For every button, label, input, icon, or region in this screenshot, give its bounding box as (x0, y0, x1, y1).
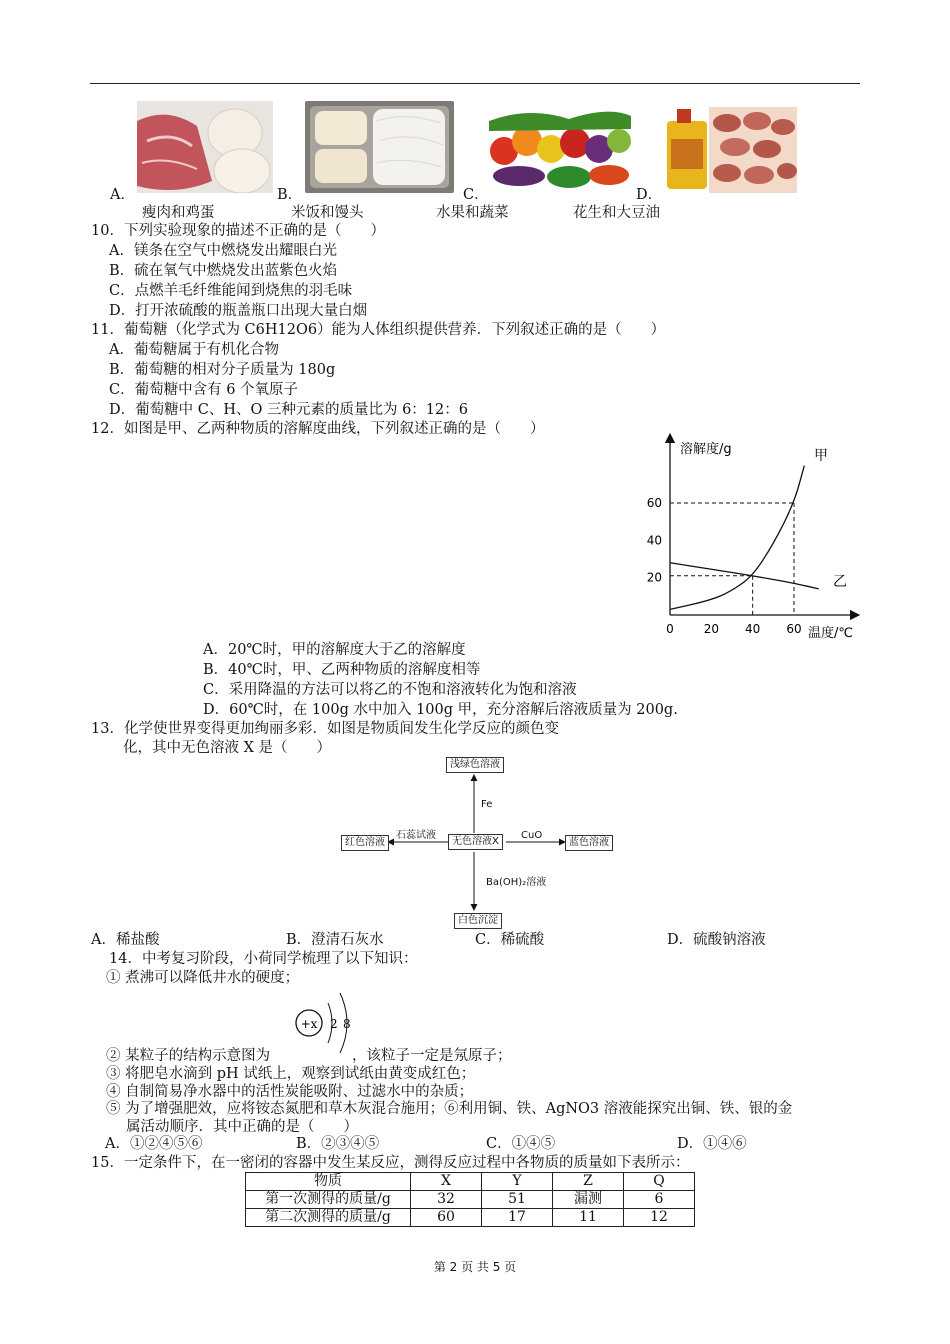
center-box-colorless-solution-x: 无色溶液X (448, 834, 503, 850)
q9-option-b-letter: B． (277, 187, 303, 203)
table-cell: 漏测 (553, 1191, 624, 1209)
table-header-row (246, 1173, 695, 1191)
series-label-jia: 甲 (814, 448, 828, 464)
q13-option-d: D．硫酸钠溶液 (667, 932, 766, 948)
q9-option-c-letter: C． (463, 187, 489, 203)
table-cell: 17 (482, 1209, 553, 1227)
y-tick-label: 60 (646, 496, 662, 510)
reagent-litmus: 石蕊试液 (396, 830, 436, 841)
q9-option-d-caption: 花生和大豆油 (573, 205, 660, 221)
table-header-cell: Z (553, 1173, 624, 1191)
header-rule (90, 83, 860, 84)
table-cell: 11 (553, 1209, 624, 1227)
reagent-fe: Fe (481, 799, 493, 810)
q9-option-b-caption: 米饭和馒头 (291, 205, 364, 221)
q9-option-a-caption: 瘦肉和鸡蛋 (142, 205, 215, 221)
solubility-chart (640, 430, 865, 645)
q14-option-d: D．①④⑥ (677, 1136, 747, 1152)
page-footer: 第 2 页 共 5 页 (433, 1260, 517, 1274)
atom-nucleus-label: +x (300, 1017, 318, 1031)
q10-option-c: C．点燃羊毛纤维能闻到烧焦的羽毛味 (109, 283, 353, 299)
q13-option-c: C．稀硫酸 (475, 932, 545, 948)
table-cell: 第一次测得的质量/g (246, 1191, 411, 1209)
series-line-jia (670, 466, 804, 610)
q12-option-c: C．采用降温的方法可以将乙的不饱和溶液转化为饱和溶液 (203, 682, 577, 698)
table-header-cell: X (411, 1173, 482, 1191)
q10-option-b: B．硫在氧气中燃烧发出蓝紫色火焰 (109, 263, 338, 279)
peanuts-and-oil-image (665, 101, 798, 193)
q14-item5-continued: 属活动顺序．其中正确的是（ ） (126, 1119, 358, 1135)
left-box-red-solution: 红色溶液 (341, 835, 389, 851)
series-label-yi: 乙 (833, 574, 847, 590)
table-cell: 60 (411, 1209, 482, 1227)
q13-option-a: A．稀盐酸 (91, 932, 160, 948)
q11-option-c: C．葡萄糖中含有 6 个氧原子 (109, 382, 299, 398)
q11-option-d: D．葡萄糖中 C、H、O 三种元素的质量比为 6：12：6 (109, 402, 468, 418)
table-cell: 12 (624, 1209, 695, 1227)
q9-option-d-letter: D． (636, 187, 663, 203)
top-box-light-green-solution: 浅绿色溶液 (446, 757, 504, 773)
q11-stem: 11．葡萄糖（化学式为 C6H12O6）能为人体组织提供营养．下列叙述正确的是（ ） (91, 322, 666, 338)
q14-option-c: C．①④⑤ (486, 1136, 556, 1152)
q14-stem: 14．中考复习阶段，小荷同学梳理了以下知识： (109, 951, 418, 967)
q12-option-a: A．20℃时，甲的溶解度大于乙的溶解度 (203, 642, 466, 658)
reagent-ba-oh: Ba(OH)₂溶液 (486, 877, 547, 888)
table-cell: 51 (482, 1191, 553, 1209)
y-tick-label: 20 (646, 570, 662, 585)
rice-and-buns-image (305, 101, 454, 193)
q10-option-a: A．镁条在空气中燃烧发出耀眼白光 (109, 243, 337, 259)
atom-shell2-electrons: 8 (343, 1017, 351, 1031)
x-axis-label: 温度/℃ (808, 626, 853, 641)
q14-option-a: A．①②④⑤⑥ (105, 1136, 203, 1152)
right-box-blue-solution: 蓝色溶液 (565, 835, 613, 851)
atom-shell1-electrons: 2 (330, 1017, 338, 1031)
q9-option-c-caption: 水果和蔬菜 (436, 205, 509, 221)
q14-item3: ③ 将肥皂水滴到 pH 试纸上，观察到试纸由黄变成红色； (106, 1066, 476, 1082)
table-cell: 32 (411, 1191, 482, 1209)
y-axis-label: 溶解度/g (680, 442, 732, 457)
q11-option-b: B．葡萄糖的相对分子质量为 180g (109, 362, 336, 378)
x-tick-label: 40 (745, 622, 761, 636)
x-tick-label: 60 (786, 622, 802, 636)
fruits-and-vegetables-image (489, 101, 631, 193)
q12-option-d: D．60℃时，在 100g 水中加入 100g 甲，充分溶解后溶液质量为 200g. (203, 702, 678, 718)
table-header-cell: Y (482, 1173, 553, 1191)
q15-stem: 15．一定条件下，在一密闭的容器中发生某反应，测得反应过程中各物质的质量如下表所示： (91, 1155, 690, 1171)
q14-item2-prefix: ② 某粒子的结构示意图为 (106, 1048, 271, 1064)
q14-item5: ⑤ 为了增强肥效，应将铵态氮肥和草木灰混合施用；⑥利用铜、铁、AgNO3 溶液能探究出铜、铁、银的金 (106, 1101, 793, 1117)
q12-option-b: B．40℃时，甲、乙两种物质的溶解度相等 (203, 662, 481, 678)
table-cell: 第二次测得的质量/g (246, 1209, 411, 1227)
q14-item1: ① 煮沸可以降低井水的硬度； (106, 970, 300, 986)
bottom-box-white-precipitate: 白色沉淀 (454, 913, 502, 929)
q12-stem: 12．如图是甲、乙两种物质的溶解度曲线，下列叙述正确的是（ ） (91, 421, 545, 437)
y-tick-label: 40 (646, 533, 662, 548)
q14-item2-suffix: ，该粒子一定是氖原子； (352, 1048, 512, 1064)
table-cell: 6 (624, 1191, 695, 1209)
q10-option-d: D．打开浓硫酸的瓶盖瓶口出现大量白烟 (109, 303, 368, 319)
table-row (246, 1209, 695, 1227)
q9-option-a-letter: A． (110, 187, 135, 203)
q13-option-b: B．澄清石灰水 (286, 932, 384, 948)
atom-structure-diagram (292, 985, 360, 1060)
q10-stem: 10．下列实验现象的描述不正确的是（ ） (91, 223, 385, 239)
meat-and-eggs-image (137, 101, 273, 193)
q13-stem-line2: 化，其中无色溶液 X 是（ ） (123, 740, 332, 756)
table-header-cell: 物质 (246, 1173, 411, 1191)
q13-stem-line1: 13．化学使世界变得更加绚丽多彩．如图是物质间发生化学反应的颜色变 (91, 721, 559, 737)
x-tick-label: 0 (666, 622, 674, 636)
x-tick-label: 20 (703, 622, 719, 636)
q11-option-a: A．葡萄糖属于有机化合物 (109, 342, 279, 358)
q14-option-b: B．②③④⑤ (296, 1136, 380, 1152)
q15-mass-table (245, 1172, 695, 1227)
table-header-cell: Q (624, 1173, 695, 1191)
reagent-cuo: CuO (521, 830, 543, 841)
table-row (246, 1191, 695, 1209)
q14-item4: ④ 自制简易净水器中的活性炭能吸附、过滤水中的杂质； (106, 1084, 474, 1100)
